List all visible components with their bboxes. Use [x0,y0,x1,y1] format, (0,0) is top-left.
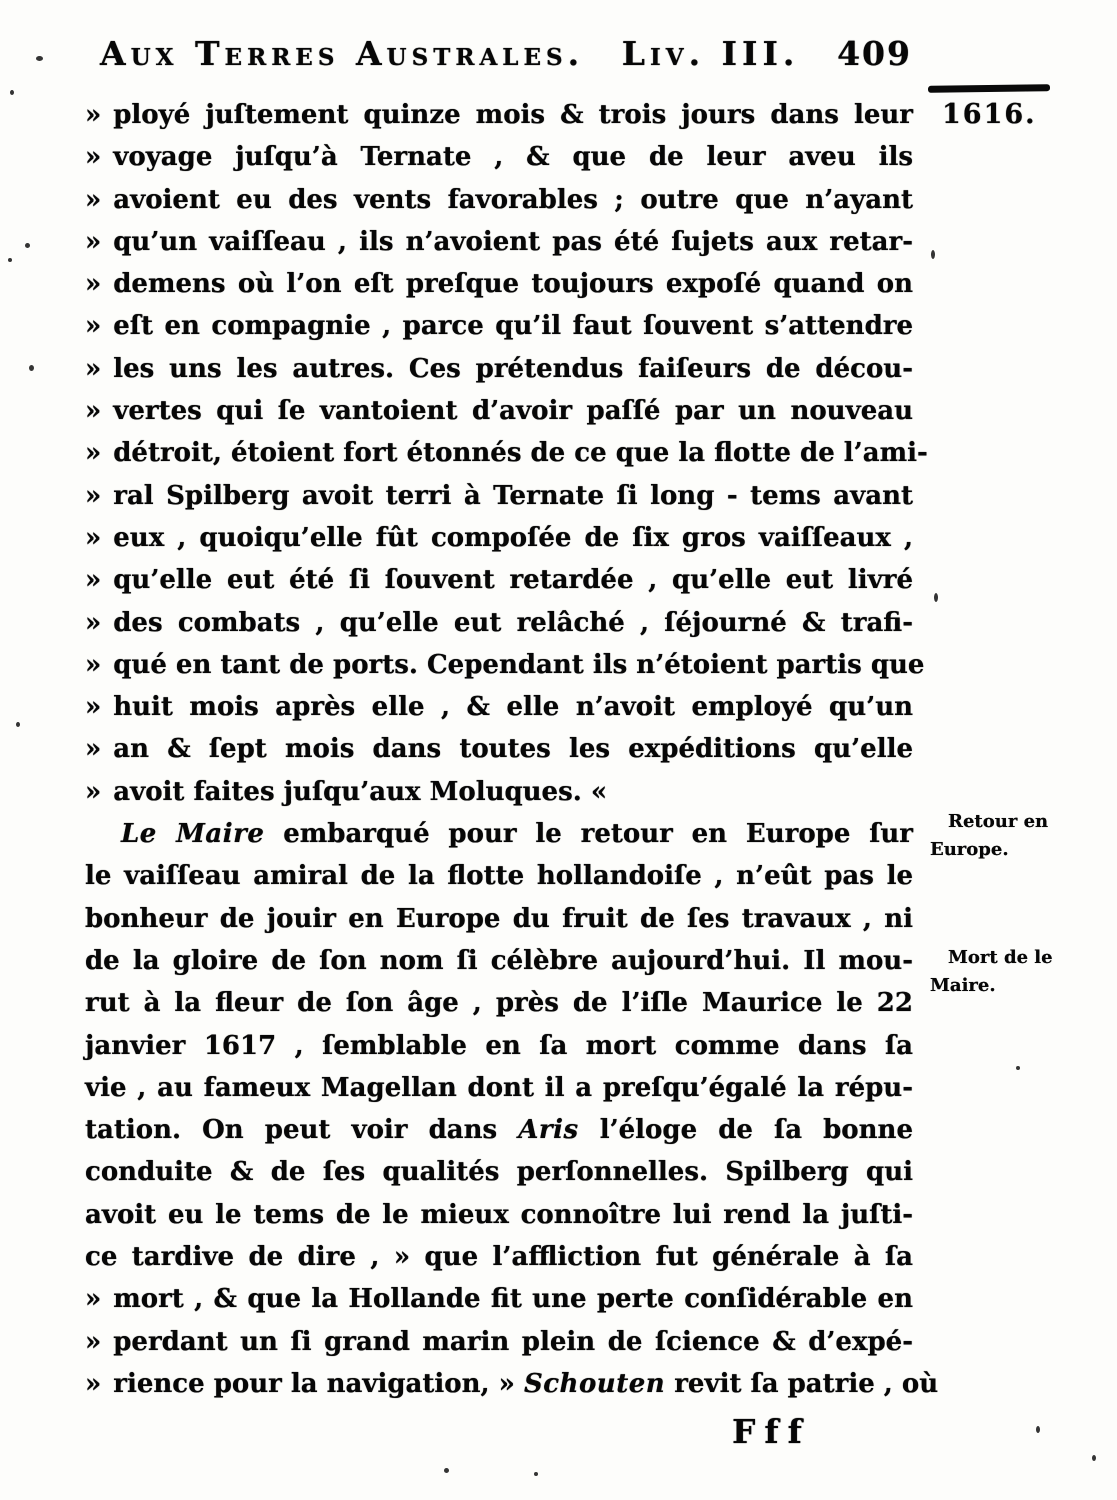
margin-note-retour-en-europe: Retour en Europe. [930,811,1049,860]
text-line [85,1236,913,1278]
quotation-mark: » [85,734,100,765]
quotation-mark: » [85,438,100,469]
text-line [85,686,913,728]
text-line [85,94,913,136]
text-segment: ral Spilberg avoit terri à Ternate ſi long - tems avant [113,480,913,511]
text-segment: des combats , qu’elle eut relâché , ſéjourné & trafi- [113,607,913,638]
text-line [85,1109,913,1151]
text-line [85,263,913,305]
text-segment: l’éloge de ſa bonne [578,1115,913,1146]
margin-year: 1616. [942,99,1037,130]
text-line [85,898,913,940]
margin-note-mort-de-le-maire: Mort de le Maire. [930,947,1053,996]
text-line [85,559,913,601]
book-chapter: Liv. III. [621,34,800,73]
italic-text-segment: Schouten [523,1368,666,1399]
ink-speck [934,593,938,602]
quotation-mark: » [85,692,100,723]
ink-speck [8,258,12,262]
ink-speck [1016,1066,1020,1070]
text-line [85,1151,913,1193]
ink-speck [36,56,43,61]
page-number: 409 [837,34,912,73]
ink-speck [534,1472,538,1476]
quotation-mark: » [85,607,100,638]
text-segment: eſt en compagnie , parce qu’il faut ſouvent s’attendre [113,311,913,342]
text-line [85,602,913,644]
quotation-mark: » [85,565,100,596]
text-segment: vertes qui ſe vantoient d’avoir paſſé par un nouveau [113,396,913,427]
text-segment: revit ſa patrie , où [665,1368,939,1399]
quotation-mark: » [85,1326,100,1357]
quotation-mark: » [85,1368,100,1399]
running-head [100,34,912,73]
text-line [85,855,913,897]
running-title: Aux Terres Australes. [100,34,585,73]
quotation-mark: » [85,226,100,257]
text-segment: rience pour la navigation, » [113,1368,524,1399]
text-line [85,644,925,686]
text-line [85,771,913,813]
ink-speck [16,722,20,727]
text-segment: bonheur de jouir en Europe du fruit de ſes travaux , ni [85,903,913,934]
text-segment: perdant un ſi grand marin plein de ſcience & d’expé- [113,1326,913,1357]
text-segment: demens où l’on eſt preſque toujours expoſé quand on [113,269,913,300]
text-segment: détroit, étoient fort étonnés de ce que la flotte de l’ami- [113,438,928,469]
quotation-mark: » [85,311,100,342]
margin-year-rule [928,84,1050,93]
text-line [85,982,913,1024]
text-segment: conduite & de ſes qualités perſonnelles. Spilberg qui [85,1157,913,1188]
text-line [85,390,913,432]
text-line [85,940,913,982]
text-segment: rut à la fleur de ſon âge , près de l’iſle Maurice le 22 [85,988,913,1019]
text-line [85,1363,939,1405]
text-segment: avoit eu le tems de le mieux connoître lui rend la juſti- [85,1199,913,1230]
text-line [85,1067,913,1109]
text-line [85,475,913,517]
text-segment: avoit faites juſqu’aux Moluques. « [113,776,608,807]
text-line [85,179,913,221]
text-segment: eux , quoiqu’elle fût compoſée de ſix gros vaiſſeaux , [113,522,913,553]
italic-text-segment: Le Maire [121,819,265,850]
text-segment: de la gloire de ſon nom ſi célèbre aujourd’hui. Il mou- [85,945,913,976]
text-segment: avoient eu des vents favorables ; outre que n’ayant [113,184,913,215]
text-segment: voyage juſqu’à Ternate , & que de leur aveu ils [113,142,913,173]
text-line [85,517,913,559]
text-segment: janvier 1617 , ſemblable en ſa mort comme dans ſa [85,1030,913,1061]
text-segment: ce tardive de dire , » que l’affliction fut générale à ſa [85,1242,913,1273]
ink-speck [10,90,14,95]
quotation-mark: » [85,1284,100,1315]
catchword-signature: Fff [732,1412,811,1451]
text-segment: qu’elle eut été ſi ſouvent retardée , qu’elle eut livré [113,565,913,596]
quotation-mark: » [85,776,100,807]
text-segment: les uns les autres. Ces prétendus faiſeurs de décou- [113,353,913,384]
text-segment: le vaiſſeau amiral de la flotte hollandoiſe , n’eût pas le [85,861,913,892]
text-line [85,1278,913,1320]
quotation-mark: » [85,100,100,130]
text-line [85,1194,913,1236]
text-line [85,305,913,347]
ink-speck [25,243,30,248]
quotation-mark: » [85,269,100,300]
text-line [85,348,913,390]
text-line [85,136,913,178]
ink-speck [444,1468,449,1473]
text-segment: vie , au fameux Magellan dont il a preſqu’égalé la répu- [85,1072,913,1103]
text-segment: tation. On peut voir dans [85,1115,519,1146]
text-segment: qu’un vaiſſeau , ils n’avoient pas été ſujets aux retar- [113,226,913,257]
ink-speck [29,365,34,371]
text-segment: embarqué pour le retour en Europe ſur [264,819,913,850]
quotation-mark: » [85,353,100,384]
quotation-mark: » [85,480,100,511]
text-line [85,221,913,263]
text-line [85,1025,913,1067]
quotation-mark: » [85,649,100,680]
text-segment: ployé juſtement quinze mois & trois jours dans leur [113,100,913,130]
ink-speck [1036,1426,1040,1433]
quotation-mark: » [85,142,100,173]
text-line [85,813,913,855]
text-segment: qué en tant de ports. Cependant ils n’étoient partis que [113,649,925,680]
quotation-mark: » [85,184,100,215]
italic-text-segment: Aris [518,1115,579,1146]
ink-speck [1092,1455,1096,1461]
text-segment: an & ſept mois dans toutes les expéditions qu’elle [113,734,913,765]
text-segment: mort , & que la Hollande fit une perte conſidérable en [113,1284,913,1315]
quotation-mark: » [85,396,100,427]
text-line [85,1321,913,1363]
text-line [85,728,913,770]
text-block [85,94,939,1405]
quotation-mark: » [85,522,100,553]
text-line [85,432,928,474]
ink-speck [931,250,935,259]
text-segment: huit mois après elle , & elle n’avoit employé qu’un [113,692,913,723]
